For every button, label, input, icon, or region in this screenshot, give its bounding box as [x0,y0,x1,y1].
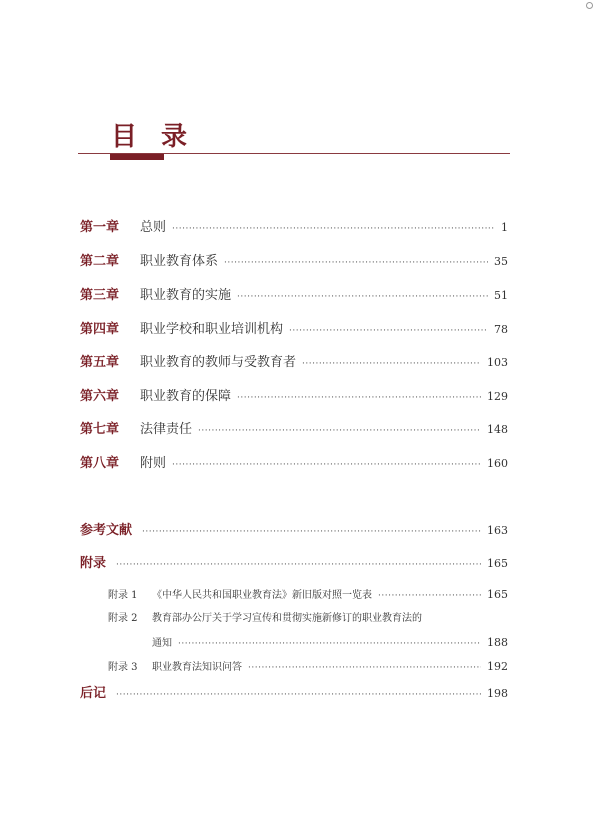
dot-leader [302,359,481,369]
toc-entry-chapter-2[interactable] [80,250,508,269]
chapter-title: 职业教育的教师与受教育者 [140,355,297,370]
dot-leader [172,224,495,234]
chapter-number: 第一章 [80,220,120,235]
toc-entry-appendix-3[interactable] [108,658,508,673]
toc-title: 目录 [111,122,212,152]
dot-leader [142,527,481,537]
references-title: 参考文献 [80,523,133,538]
toc-entry-appendix-1[interactable] [108,586,508,601]
chapter-number: 第五章 [80,355,120,370]
dot-leader [116,690,481,700]
appendix-number: 附录 2 [108,613,138,624]
toc-entry-appendix-2[interactable] [108,609,508,624]
dot-leader [224,258,488,268]
dot-leader [116,560,481,570]
page-number: 163 [487,524,508,537]
dot-leader [178,639,481,649]
chapter-number: 第七章 [80,422,120,437]
chapter-title: 职业学校和职业培训机构 [140,322,284,337]
page-number: 165 [487,557,508,570]
dot-leader [289,326,488,336]
chapter-number: 第八章 [80,456,120,471]
dot-leader [248,663,481,673]
page-number: 103 [487,356,508,369]
page-number: 35 [494,255,508,268]
page-number: 51 [494,289,508,302]
chapter-title: 职业教育的实施 [140,288,232,303]
toc-entry-chapter-4[interactable] [80,318,508,337]
chapter-number: 第四章 [80,322,120,337]
page-number: 160 [487,457,508,470]
appendix-item-title: 教育部办公厅关于学习宣传和贯彻实施新修订的职业教育法的 [152,613,422,624]
chapter-title: 职业教育体系 [140,254,219,269]
chapter-title: 总则 [140,220,167,235]
appendix-item-title: 《中华人民共和国职业教育法》新旧版对照一览表 [152,590,372,601]
appendix-number: 附录 3 [108,662,138,673]
dot-leader [172,460,481,470]
toc-entry-appendix-2-continued[interactable] [152,634,508,649]
appendix-item-title: 职业教育法知识问答 [152,662,242,673]
appendix-item-title-continued: 通知 [152,638,172,649]
appendix-number: 附录 1 [108,590,138,601]
toc-entry-chapter-5[interactable] [80,351,508,370]
page-number: 78 [494,323,508,336]
chapter-number: 第三章 [80,288,120,303]
chapter-title: 法律责任 [140,422,193,437]
chapter-title: 附则 [140,456,167,471]
toc-entry-chapter-8[interactable] [80,452,508,471]
chapter-title: 职业教育的保障 [140,389,232,404]
toc-entry-references[interactable] [80,519,508,538]
dot-leader [237,393,481,403]
page-number: 148 [487,423,508,436]
title-accent-bar [110,154,164,160]
chapter-number: 第二章 [80,254,120,269]
chapter-number: 第六章 [80,389,120,404]
toc-entry-chapter-6[interactable] [80,385,508,404]
page-number: 198 [487,687,508,700]
toc-entry-appendix[interactable] [80,552,508,571]
page-number: 1 [501,221,508,234]
corner-circle-mark [586,2,593,9]
toc-entry-chapter-1[interactable] [80,216,508,235]
page-number: 188 [487,636,508,649]
toc-entry-chapter-7[interactable] [80,418,508,437]
page-number: 165 [487,588,508,601]
toc-entry-chapter-3[interactable] [80,284,508,303]
appendix-title: 附录 [80,556,107,571]
page-number: 129 [487,390,508,403]
dot-leader [378,591,481,601]
toc-entry-afterword[interactable] [80,682,508,701]
dot-leader [237,292,488,302]
dot-leader [198,426,481,436]
page-number: 192 [487,660,508,673]
afterword-title: 后记 [80,686,107,701]
